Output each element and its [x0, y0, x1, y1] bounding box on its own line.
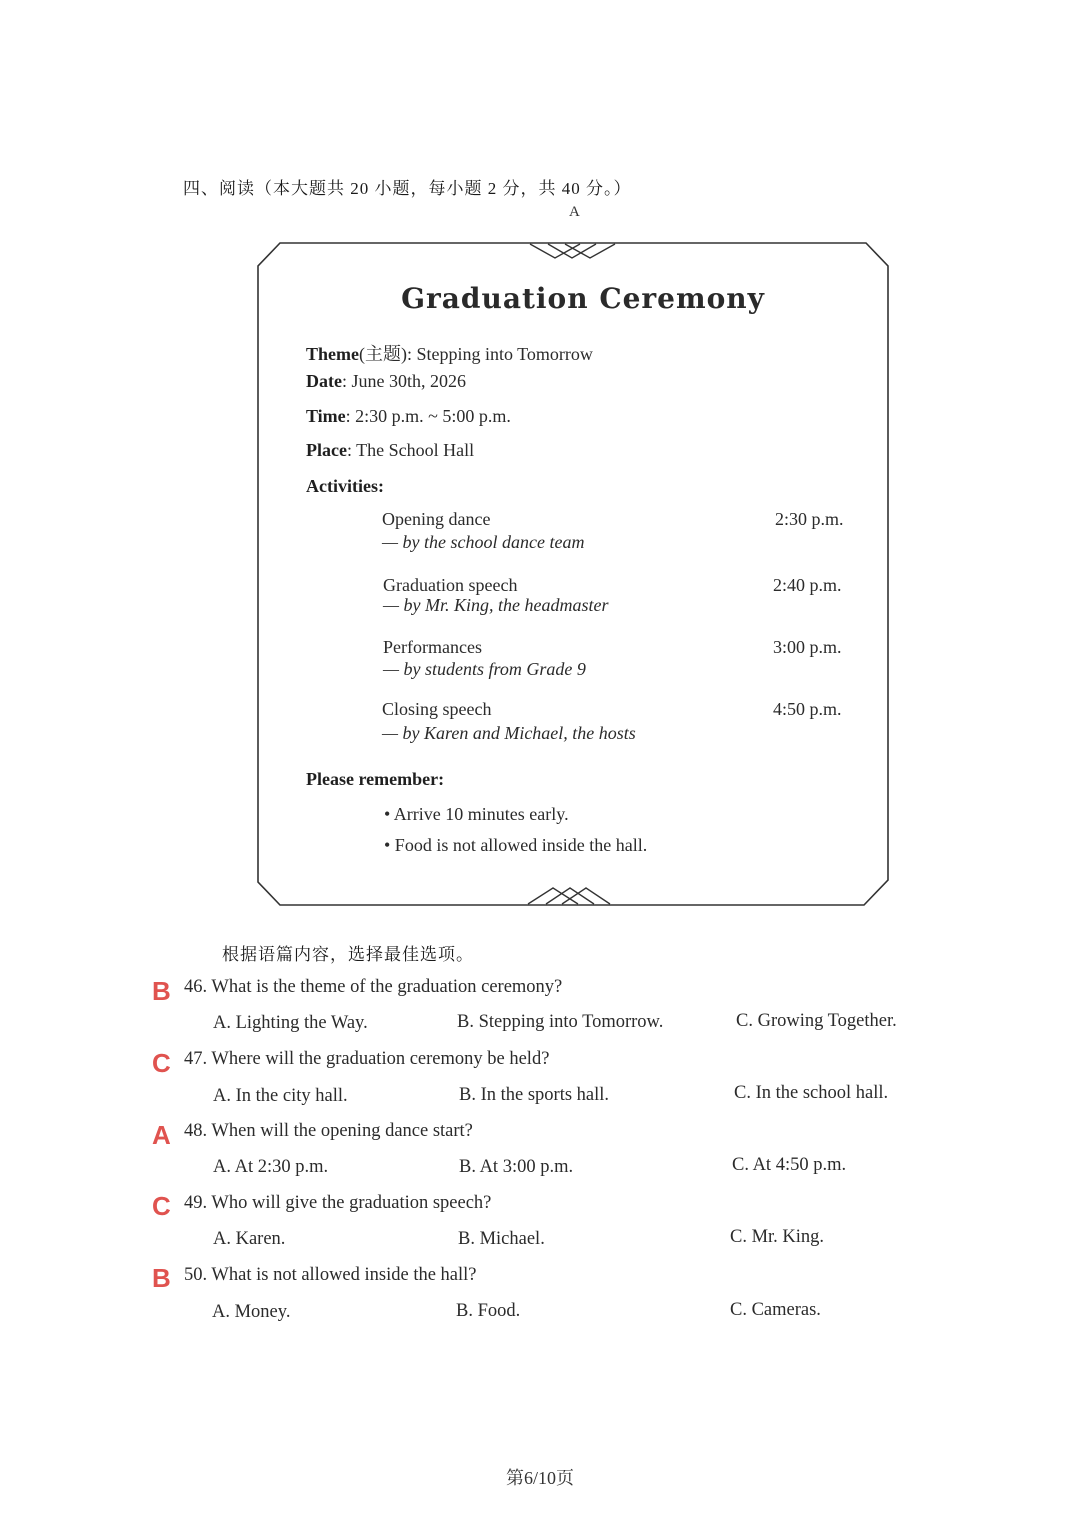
activity-name: Closing speech: [382, 699, 492, 719]
question-text: 49. Who will give the graduation speech?: [184, 1193, 492, 1213]
remember-label: Please remember:: [306, 769, 445, 789]
activity-time: 2:40 p.m.: [773, 575, 842, 595]
theme-line: [306, 340, 593, 366]
activity-by: — by the school dance team: [382, 532, 585, 552]
option-c: C. At 4:50 p.m.: [732, 1155, 847, 1175]
theme-label: Theme: [306, 344, 359, 364]
notice-title: Graduation Ceremony: [401, 282, 765, 315]
date-label: Date: [306, 371, 342, 391]
activity-by: — by Mr. King, the headmaster: [383, 595, 609, 615]
option-b: B. Michael.: [458, 1229, 545, 1249]
instruction: 根据语篇内容，选择最佳选项。: [222, 945, 474, 964]
answer-mark: C: [152, 1191, 171, 1221]
reminder-item: • Food is not allowed inside the hall.: [384, 835, 648, 855]
passage-letter: A: [569, 204, 580, 220]
activity-name: Opening dance: [382, 509, 491, 529]
answer-mark: A: [152, 1120, 171, 1150]
option-a: A. Money.: [212, 1302, 291, 1322]
option-b: B. Stepping into Tomorrow.: [457, 1012, 664, 1032]
bottom-ornament-icon: [528, 888, 610, 904]
option-c: C. Cameras.: [730, 1300, 821, 1320]
activity-by: — by Karen and Michael, the hosts: [382, 723, 636, 743]
option-a: A. Lighting the Way.: [213, 1013, 368, 1033]
option-b: B. In the sports hall.: [459, 1085, 610, 1105]
option-a: A. At 2:30 p.m.: [213, 1157, 329, 1177]
place-line: [306, 440, 474, 461]
question-text: 48. When will the opening dance start?: [184, 1121, 473, 1141]
activity-time: 4:50 p.m.: [773, 699, 842, 719]
activity-name: Performances: [383, 637, 482, 657]
activity-time: 2:30 p.m.: [775, 509, 844, 529]
activity-time: 3:00 p.m.: [773, 637, 842, 657]
option-c: C. In the school hall.: [734, 1083, 889, 1103]
option-a: A. In the city hall.: [213, 1086, 348, 1106]
option-b: B. At 3:00 p.m.: [459, 1157, 574, 1177]
option-c: C. Mr. King.: [730, 1227, 825, 1247]
question-text: 47. Where will the graduation ceremony be held?: [184, 1049, 550, 1069]
place-label: Place: [306, 440, 347, 460]
activity-by: — by students from Grade 9: [383, 659, 586, 679]
place-value: : The School Hall: [346, 440, 475, 460]
activities-label: Activities:: [306, 476, 384, 496]
answer-mark: B: [152, 1263, 171, 1293]
page-number: 第6/10页: [505, 1468, 574, 1488]
section-title: 四、阅读（本大题共 20 小题，每小题 2 分，共 40 分。）: [183, 179, 632, 198]
option-a: A. Karen.: [213, 1229, 286, 1249]
time-label: Time: [306, 406, 346, 426]
time-line: [306, 406, 511, 427]
top-ornament-icon: [530, 244, 615, 258]
theme-value: (主题): Stepping into Tomorrow: [359, 344, 593, 364]
date-value: : June 30th, 2026: [341, 371, 466, 391]
answer-mark: C: [152, 1048, 171, 1078]
question-text: 46. What is the theme of the graduation ceremony?: [184, 977, 563, 997]
activity-name: Graduation speech: [383, 575, 518, 595]
date-line: [306, 371, 466, 392]
time-value: : 2:30 p.m. ~ 5:00 p.m.: [345, 406, 511, 426]
reminder-item: • Arrive 10 minutes early.: [384, 804, 569, 824]
question-text: 50. What is not allowed inside the hall?: [184, 1265, 477, 1285]
option-b: B. Food.: [456, 1301, 521, 1321]
answer-mark: B: [152, 976, 171, 1006]
option-c: C. Growing Together.: [736, 1011, 897, 1031]
